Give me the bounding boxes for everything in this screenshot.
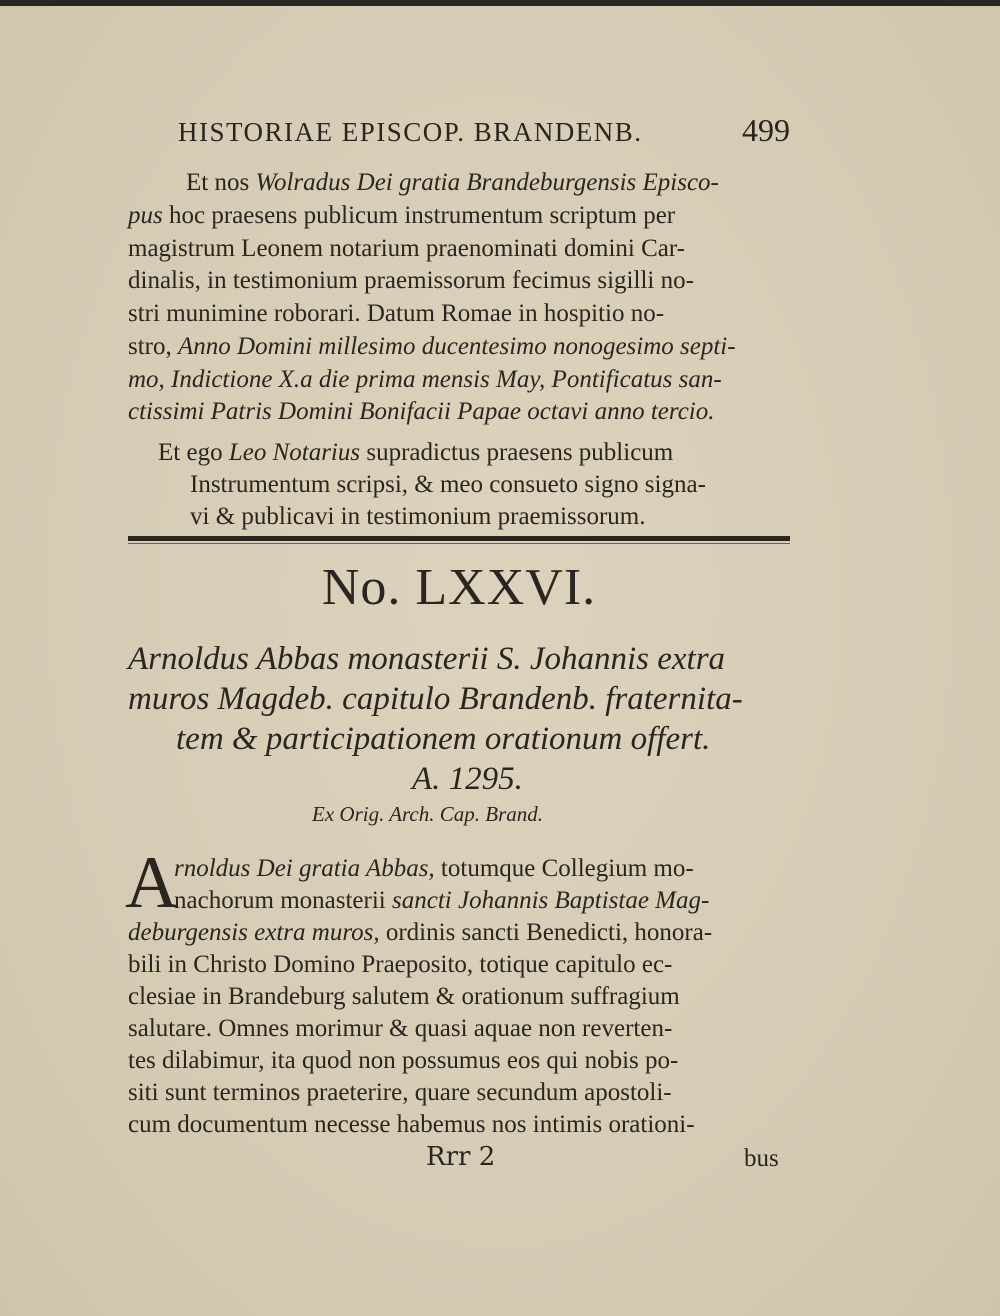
body-line-7: tes dilabimur, ita quod non possumus eos qui nobis po- [128, 1047, 679, 1074]
para1-line-7: mo, Indictione X.a die prima mensis May, Pontificatus san- [128, 366, 722, 393]
body-line-8: siti sunt terminos praeterire, quare secundum apostoli- [128, 1079, 672, 1106]
body-line-4: bili in Christo Domino Praeposito, totique capitulo ec- [128, 951, 673, 978]
para1-line-5: stri munimine roborari. Datum Romae in hospitio no- [128, 300, 665, 327]
para2-line-2: Instrumentum scripsi, & meo consueto signo signa- [190, 471, 706, 498]
body-line-3: deburgensis extra muros, ordinis sancti Benedicti, honora- [128, 919, 713, 946]
para1-line-6: stro, Anno Domini millesimo ducentesimo nonogesimo septi- [128, 333, 736, 360]
subtitle-line-2: muros Magdeb. capitulo Brandenb. fraternita- [128, 681, 743, 717]
running-title: HISTORIAE EPISCOP. BRANDENB. [178, 117, 643, 147]
para2-line-1: Et ego Leo Notarius supradictus praesens publicum [158, 439, 674, 466]
running-header [178, 112, 790, 152]
para1-line-4: dinalis, in testimonium praemissorum fecimus sigilli no- [128, 267, 694, 294]
body-line-9: cum documentum necesse habemus nos intimis orationi- [128, 1111, 695, 1138]
section-rule [128, 536, 790, 541]
para1-line-1: Et nos Wolradus Dei gratia Brandeburgensis Episco- [186, 169, 719, 196]
page-number: 499 [742, 112, 790, 148]
section-rule-thin [128, 543, 790, 544]
para2-line-3: vi & publicavi in testimonium praemissorum. [190, 503, 646, 530]
subtitle-line-1: Arnoldus Abbas monasterii S. Johannis extra [128, 641, 726, 677]
para1-line-3: magistrum Leonem notarium praenominati domini Car- [128, 235, 686, 262]
body-line-1: rnoldus Dei gratia Abbas, totumque Collegium mo- [174, 855, 694, 882]
drop-cap: A [125, 842, 179, 924]
para1-line-8: ctissimi Patris Domini Bonifacii Papae octavi anno tercio. [128, 398, 715, 425]
subtitle-year: A. 1295. [412, 761, 523, 797]
body-line-2: nachorum monasterii sancti Johannis Baptistae Mag- [174, 887, 710, 914]
body-line-5: clesiae in Brandeburg salutem & orationum suffragium [128, 983, 680, 1010]
signature-mark: Rrr 2 [426, 1142, 496, 1172]
subtitle-line-3: tem & participationem orationum offert. [176, 721, 711, 757]
body-line-6: salutare. Omnes morimur & quasi aquae non reverten- [128, 1015, 673, 1042]
document-number: No. LXXVI. [321, 559, 597, 616]
source-note: Ex Orig. Arch. Cap. Brand. [312, 802, 543, 826]
para1-line-2: pus hoc praesens publicum instrumentum scriptum per [128, 202, 676, 229]
catchword: bus [744, 1145, 779, 1172]
